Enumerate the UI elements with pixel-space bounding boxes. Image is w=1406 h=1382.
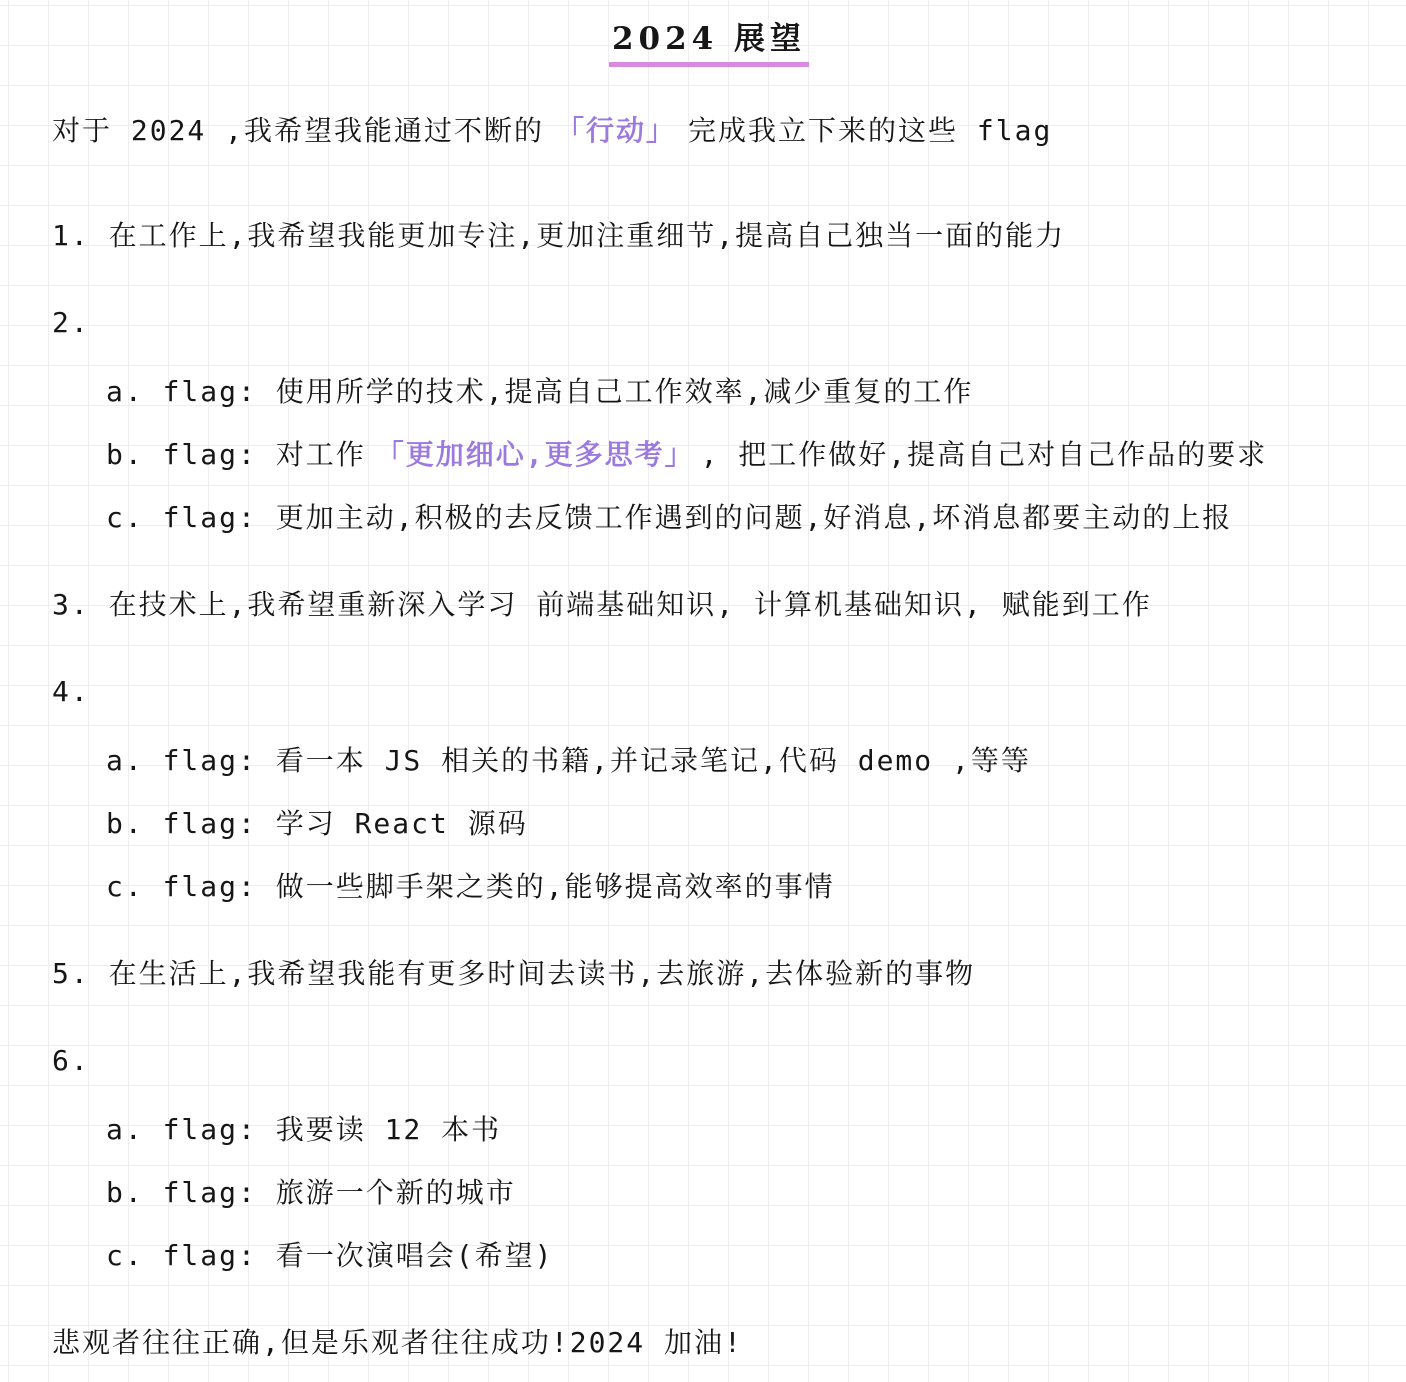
subitem-2b-text-before: b. flag: 对工作 (106, 438, 366, 471)
subitem-2b-highlight: 「更加细心,更多思考」 (375, 438, 695, 471)
page-title (52, 14, 1366, 67)
list-item-2: 2. (52, 306, 90, 339)
list-subitem-2a: a. flag: 使用所学的技术,提高自己工作效率,减少重复的工作 (106, 375, 974, 408)
subitem-2b-text-after: , 把工作做好,提高自己对自己作品的要求 (700, 438, 1268, 471)
intro-paragraph (52, 114, 1366, 147)
list-item-5: 5. 在生活上,我希望我能有更多时间去读书,去旅游,去体验新的事物 (52, 957, 976, 990)
page-title-text: 2024 展望 (609, 21, 809, 67)
intro-text-after: 完成我立下来的这些 flag (688, 114, 1053, 147)
list-subitem-6b: b. flag: 旅游一个新的城市 (106, 1176, 516, 1209)
intro-highlight: 「行动」 (556, 114, 677, 147)
list-item-1: 1. 在工作上,我希望我能更加专注,更加注重细节,提高自己独当一面的能力 (52, 219, 1066, 252)
list-subitem-6a: a. flag: 我要读 12 本书 (106, 1113, 502, 1146)
list-item-6: 6. (52, 1044, 90, 1077)
intro-text-before: 对于 2024 ,我希望我能通过不断的 (52, 114, 545, 147)
closing-line: 悲观者往往正确,但是乐观者往往成功!2024 加油! (52, 1326, 743, 1359)
list-subitem-6c: c. flag: 看一次演唱会(希望) (106, 1239, 554, 1272)
list-subitem-4b: b. flag: 学习 React 源码 (106, 807, 528, 840)
list-subitem-4c: c. flag: 做一些脚手架之类的,能够提高效率的事情 (106, 870, 835, 903)
list-subitem-2b (106, 438, 1366, 471)
list-item-4: 4. (52, 675, 90, 708)
list-item-3: 3. 在技术上,我希望重新深入学习 前端基础知识, 计算机基础知识, 赋能到工作 (52, 588, 1152, 621)
list-subitem-4a: a. flag: 看一本 JS 相关的书籍,并记录笔记,代码 demo ,等等 (106, 744, 1031, 777)
list-subitem-2c: c. flag: 更加主动,积极的去反馈工作遇到的问题,好消息,坏消息都要主动的上报 (106, 501, 1233, 534)
